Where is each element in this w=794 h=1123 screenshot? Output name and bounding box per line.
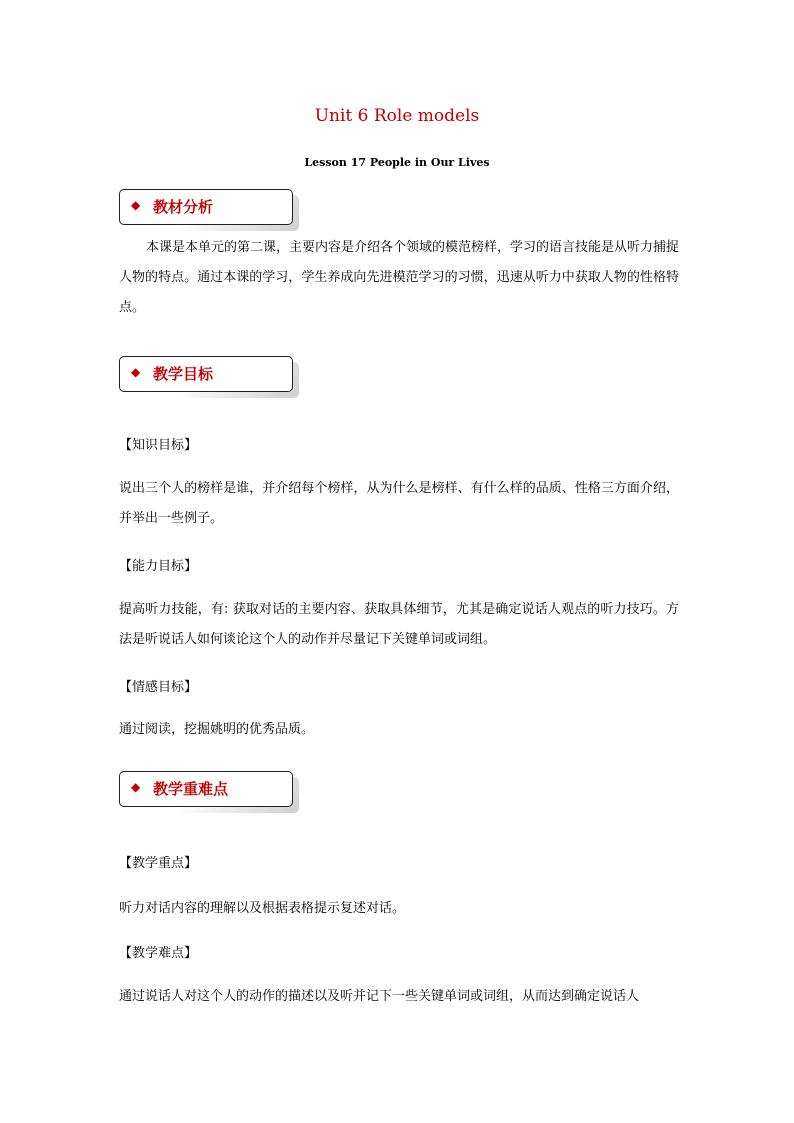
section-title: 教材分析 [153, 198, 214, 216]
knowledge-paragraph: 说出三个人的榜样是谁，并介绍每个榜样，从为什么是榜样、有什么样的品质、性格三方面介绍，并举出一些例子。 [119, 481, 679, 526]
section-header-analysis [119, 189, 293, 225]
page-title: Unit 6 Role models [314, 106, 480, 126]
diamond-icon: ◆ [131, 780, 141, 794]
difficulty-heading: 【教学难点】 [119, 946, 198, 961]
analysis-paragraph: 本课是本单元的第二课，主要内容是介绍各个领域的模范榜样，学习的语言技能是从听力捕捉人物的特点。通过本课的学习，学生养成向先进模范学习的习惯，迅速从听力中获取人物的性格特点。 [119, 240, 680, 315]
ability-heading: 【能力目标】 [119, 559, 198, 574]
page-subtitle: Lesson 17 People in Our Lives [304, 156, 490, 169]
section-title: 教学目标 [153, 365, 214, 383]
diamond-icon: ◆ [131, 365, 141, 379]
emotion-paragraph: 通过阅读，挖掘姚明的优秀品质。 [119, 722, 315, 737]
focus-paragraph: 听力对话内容的理解以及根据表格提示复述对话。 [119, 901, 406, 916]
section-header-objectives [119, 356, 293, 392]
diamond-icon: ◆ [131, 198, 141, 212]
knowledge-heading: 【知识目标】 [119, 438, 198, 453]
focus-heading: 【教学重点】 [119, 856, 198, 871]
section-header-keypoints [119, 771, 293, 807]
ability-paragraph: 提高听力技能，有: 获取对话的主要内容、获取具体细节，尤其是确定说话人观点的听力技巧。方法是听说话人如何谈论这个人的动作并尽量记下关键单词或词组。 [119, 602, 679, 647]
difficulty-paragraph: 通过说话人对这个人的动作的描述以及听并记下一些关键单词或词组，从而达到确定说话人 [119, 989, 640, 1004]
emotion-heading: 【情感目标】 [119, 680, 198, 695]
section-title: 教学重难点 [153, 780, 229, 798]
